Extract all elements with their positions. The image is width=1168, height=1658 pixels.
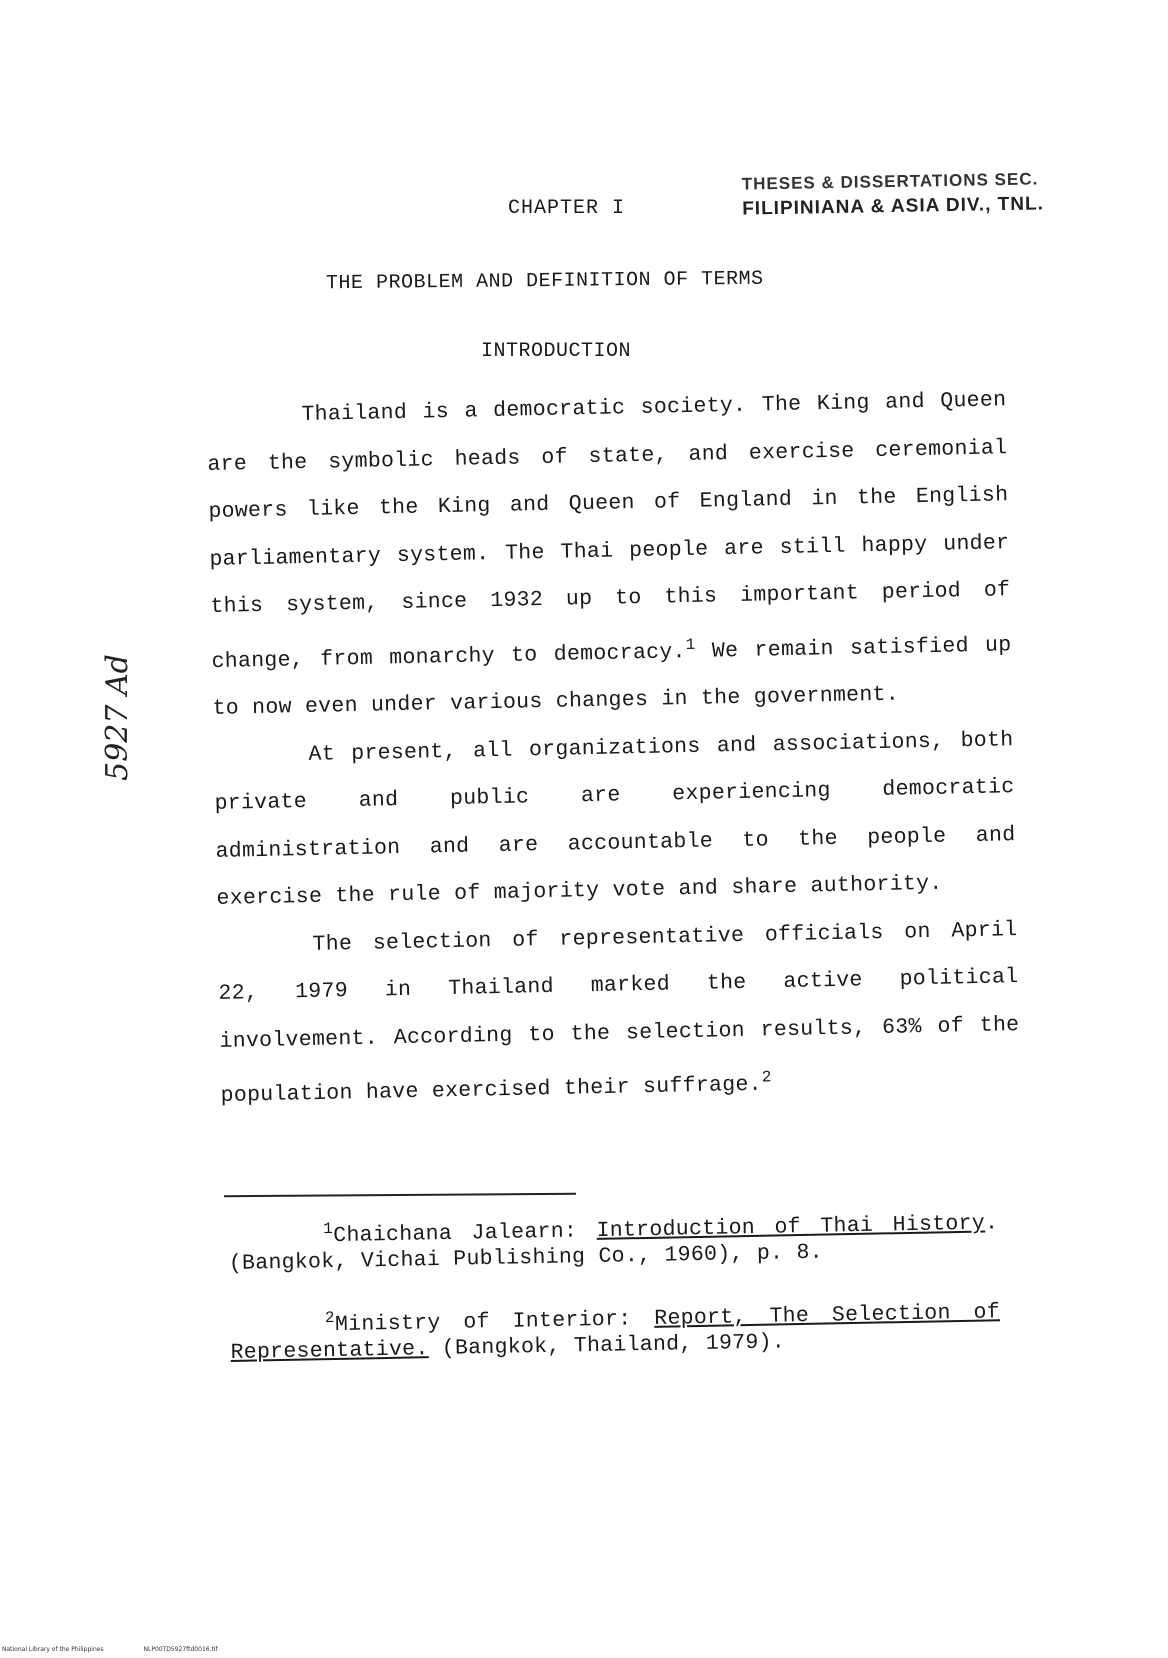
footer-library: National Library of the Philippines [2,1646,104,1653]
chapter-title: THE PROBLEM AND DEFINITION OF TERMS [325,267,764,296]
footnote-divider [224,1193,576,1197]
footnote-ref-1: 1 [685,635,696,654]
footnote-1-title: Introduction of Thai History [596,1211,986,1244]
paragraph-1-text: Thailand is a democratic society. The King and Queen are the symbolic heads of state, and exercise ceremonial powers like the King and Queen of England in the English parliamentary system. The Thai people are still happy under this system, since 1932 up to this important period of change, from monarchy to democracy. [207,388,1011,674]
stamp-line-2: FILIPINIANA & ASIA DIV., TNL. [742,193,1045,220]
footnote-2-title: Report, The Selection of Representative. [230,1300,1001,1366]
paragraph-3 [217,907,1021,1121]
footnotes [228,1203,1001,1396]
chapter-heading: CHAPTER I [508,197,626,220]
footer-filename: NLP00TD5927ftd0016.tif [143,1646,218,1653]
paragraph-1 [206,377,1013,733]
footnote-2 [230,1292,1001,1366]
footnote-1 [228,1203,999,1277]
footnote-2-number: 2 [324,1309,336,1328]
library-stamp [742,169,1044,220]
paragraph-2: At present, all organizations and associations, both private and public are experiencing democratic administration and are accountable to the people and exercise the rule of majority vote and share authority. [214,727,1016,912]
footnote-2-details: (Bangkok, Thailand, 1979). [428,1330,786,1362]
paragraph-3-text: The selection of representative officials on April 22, 1979 in Thailand marked the active political involvement. According to the selection results, 63% of the population have exercised their suffrage. [218,917,1020,1109]
stamp-line-1: THESES & DISSERTATIONS SEC. [741,169,1039,194]
footnote-1-author: Chaichana Jalearn: [333,1219,597,1249]
footnote-2-author: Ministry of Interior: [334,1307,655,1338]
body-text [206,377,1021,1120]
paragraph-1-continuation: We remain satisfied up to now even under various changes in the government. [212,632,1012,722]
section-heading: INTRODUCTION [481,340,632,363]
footnote-1-details: . (Bangkok, Vichai Publishing Co., 1960), p. 8. [228,1211,999,1277]
footnote-ref-2: 2 [761,1068,772,1087]
scan-footer [2,1646,256,1653]
handwritten-call-number: 5927 Ad [99,654,135,781]
footnote-1-number: 1 [323,1219,334,1239]
